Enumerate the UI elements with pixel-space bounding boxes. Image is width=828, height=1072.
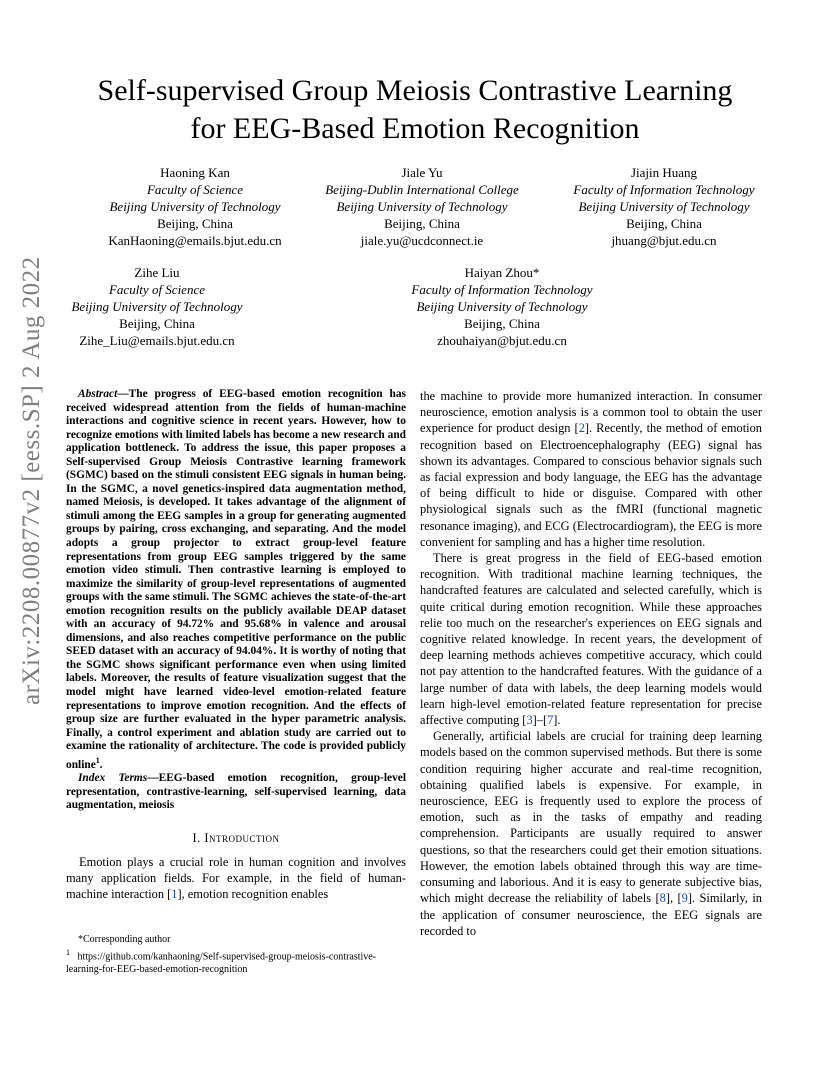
author-block-3 [558, 164, 770, 249]
author-name: Zihe Liu [134, 265, 180, 280]
author-name: Haiyan Zhou* [464, 265, 540, 280]
author-organization: Beijing University of Technology [578, 199, 750, 214]
intro-paragraph-2 [420, 550, 762, 728]
section-number: I. [192, 830, 201, 845]
index-terms-text: —EEG-based emotion recognition, group-level representation, contrastive-learning, self-supervised learning, data augmentation, meiosis [66, 772, 406, 812]
author-email[interactable]: jhuang@bjut.edu.cn [611, 233, 717, 248]
index-terms [66, 772, 406, 813]
author-block-5 [396, 264, 608, 349]
footnote-1 [66, 947, 408, 977]
paragraph-text: ], [ [665, 891, 682, 906]
citation-link[interactable]: 2 [578, 421, 585, 436]
citation-link[interactable]: 8 [659, 891, 666, 906]
code-url[interactable]: https://github.com/kanhaoning/Self-supervised-group-meiosis-contrastive-learning-for-EEG-based-emotion-recognition [66, 950, 377, 975]
author-location: Beijing, China [157, 216, 233, 231]
author-organization: Beijing University of Technology [109, 199, 281, 214]
index-terms-label: Index Terms [78, 772, 148, 785]
author-email[interactable]: KanHaoning@emails.bjut.edu.cn [108, 233, 282, 248]
paragraph-text: ]. [553, 713, 561, 728]
citation-link[interactable]: 7 [547, 713, 554, 728]
author-organization: Beijing University of Technology [336, 199, 508, 214]
abstract-label: Abstract [78, 388, 118, 400]
footnotes [66, 934, 408, 976]
author-email[interactable]: Zihe_Liu@emails.bjut.edu.cn [79, 333, 235, 348]
section-title: Introduction [204, 830, 280, 845]
paper-title-line-1: Self-supervised Group Meiosis Contrastive Learning [97, 74, 733, 107]
author-block-4 [57, 264, 257, 349]
author-organization: Beijing University of Technology [71, 299, 243, 314]
author-location: Beijing, China [464, 316, 540, 331]
left-column [66, 388, 406, 902]
paragraph-text: ]. Recently, the method of emotion recognition based on Electroencephalography (EEG) signal has shown its advantages. Compared to conscious behavior signals such as facial expression and body language, the EEG has the advantage of being difficult to hide or disguise. Compared with other physiological signals such as the fMRI (functional magnetic resonance imaging), and ECG (Electrocardiogram), the EEG is more convenient for sampling and has a higher time resolution. [420, 421, 762, 549]
author-block-2 [312, 164, 532, 249]
author-location: Beijing, China [626, 216, 702, 231]
corresponding-author-note: *Corresponding author [78, 934, 171, 945]
abstract [66, 388, 406, 772]
author-location: Beijing, China [119, 316, 195, 331]
author-location: Beijing, China [384, 216, 460, 231]
paragraph-text: Generally, artificial labels are crucial for training deep learning models based on the common supervised methods. But there is some condition requiring higher accurate and real-time recognition, obtaining qualified labels is expensive. For example, in neuroscience, EEG is frequently used to explore the process of emotion, such as in the tasks of empathy and reading comprehension. Participants are usually required to answer questions, so that the researchers could get their emotion situations. However, the emotion labels obtained through this way are time-consuming and laborious. And it is easy to generate subjective bias, which might decrease the reliability of labels [ [420, 729, 762, 906]
author-department: Faculty of Information Technology [411, 282, 593, 297]
paragraph-text: ], emotion recognition enables [177, 887, 329, 902]
author-email[interactable]: jiale.yu@ucdconnect.ie [360, 233, 484, 248]
paragraph-text: ]–[ [532, 713, 548, 728]
paragraph-text: There is great progress in the field of EEG-based emotion recognition. With traditional machine learning techniques, the handcrafted features are calculated and selected carefully, which is quite critical during emotion recognition. While these approaches relie too much on the researcher's experiences on EEG signals and cognitive related knowledge. In recent years, the development of deep learning methods achieves competitive accuracy, which could not pay attention to the handcrafted features. With the guidance of a large number of data with labels, the deep learning models would learn high-level emotion-related feature representation for precise affective computing [ [420, 551, 762, 728]
author-name: Jiajin Huang [630, 165, 698, 180]
paper-title [60, 72, 770, 148]
author-department: Faculty of Information Technology [573, 182, 755, 197]
intro-paragraph-1 [66, 854, 406, 903]
author-department: Faculty of Science [146, 182, 243, 197]
footnote-1-marker: 1 [66, 947, 70, 957]
abstract-end: . [99, 758, 103, 771]
paragraph-text: the machine to provide more humanized interaction. In consumer neuroscience, emotion analysis is a common tool to obtain the user experience for product design [ [420, 389, 762, 436]
intro-paragraph-1-continued [420, 388, 762, 550]
author-email[interactable]: zhouhaiyan@bjut.edu.cn [437, 333, 567, 348]
intro-paragraph-3 [420, 728, 762, 939]
abstract-text: —The progress of EEG-based emotion recognition has received widespread attention from the fields of human-machine interactions and cognitive science in recent years. However, how to recognize emotions with limited labels has become a new research and application bottleneck. To address the issue, this paper proposes a Self-supervised Group Meiosis Contrastive learning framework (SGMC) based on the stimuli consistent EEG signals in human being. In the SGMC, a novel genetics-inspired data augmentation method, named Meiosis, is developed. It takes advantage of the alignment of stimuli among the EEG samples in a group for generating augmented groups by pairing, cross exchanging, and separating. And the model adopts a group projector to extract group-level feature representations from group EEG samples triggered by the same emotion video stimuli. Then contrastive learning is employed to maximize the similarity of group-level representations of augmented groups with the same stimuli. The SGMC achieves the state-of-the-art emotion recognition results on the publicly available DEAP dataset with an accuracy of 94.72% and 95.68% in valence and arousal dimensions, and also reaches competitive performance on the public SEED dataset with an accuracy of 94.04%. It is worthy of noting that the SGMC shows significant performance even when using limited labels. Moreover, the results of feature visualization suggest that the model might have learned video-level emotion-related feature representations to improve emotion recognition. And the effects of group size are further evaluated in the hyper parametric analysis. Finally, a control experiment and ablation study are carried out to examine the rationality of architecture. The code is provided publicly online [66, 388, 406, 771]
author-name: Haoning Kan [160, 165, 230, 180]
author-department: Beijing-Dublin International College [325, 182, 519, 197]
footnote-marker[interactable]: 1 [95, 755, 100, 765]
paragraph-text: ]. Similarly, in the application of consumer neuroscience, the EEG signals are recorded to [420, 891, 762, 938]
paper-title-line-2: for EEG-Based Emotion Recognition [190, 112, 640, 145]
author-name: Jiale Yu [401, 165, 443, 180]
author-block-1 [95, 164, 295, 249]
arxiv-identifier: arXiv:2208.00877v2 [eess.SP] 2 Aug 2022 [18, 256, 45, 705]
citation-link[interactable]: 9 [681, 891, 688, 906]
paragraph-text: Emotion plays a crucial role in human cognition and involves many application fields. For example, in the field of human-machine interaction [ [66, 854, 406, 902]
citation-link[interactable]: 1 [171, 887, 178, 902]
section-heading [66, 831, 406, 846]
right-column [420, 388, 762, 939]
author-department: Faculty of Science [108, 282, 205, 297]
author-organization: Beijing University of Technology [416, 299, 588, 314]
citation-link[interactable]: 3 [526, 713, 533, 728]
